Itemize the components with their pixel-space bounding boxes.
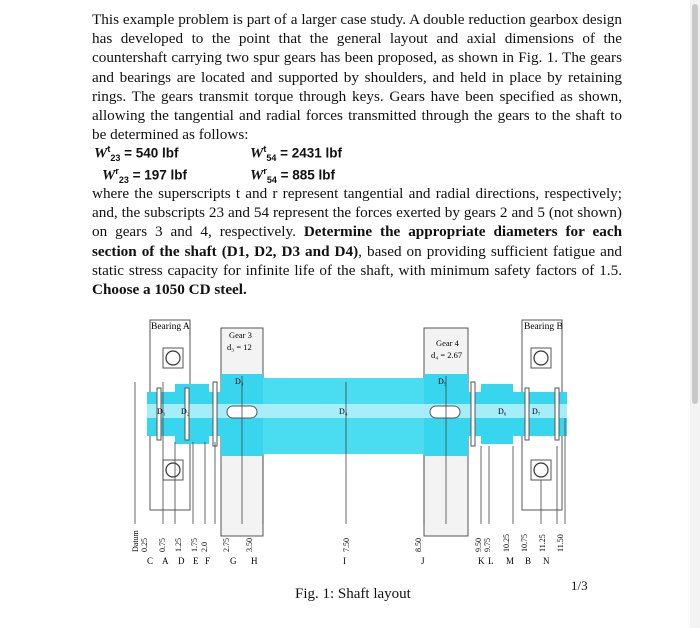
dim-12: 10.75 <box>520 534 529 552</box>
datum-label: Datum <box>131 530 140 552</box>
dim-8: 8.50 <box>414 538 423 552</box>
force-wt54: $W^t_{54} = 2431$ lbf <box>250 144 343 164</box>
figure-caption: Fig. 1: Shaft layout <box>295 586 411 602</box>
station-a: A <box>162 556 169 566</box>
d3-label: D₃ <box>235 377 244 386</box>
station-d: D <box>178 556 185 566</box>
dim-14: 11.50 <box>556 534 565 552</box>
vertical-scrollbar[interactable] <box>690 0 700 628</box>
dim-0: 0.25 <box>140 538 149 552</box>
dim-13: 11.25 <box>538 534 547 552</box>
dim-9: 9.50 <box>474 538 483 552</box>
statement-criteria: , based on providing sufficient fatigue and static stress capacity for infinite life of the shaft, with minimum safety factors of 1.5. <box>92 242 623 279</box>
station-e: E <box>193 556 199 566</box>
d6-label: D₆ <box>498 407 507 416</box>
problem-statement <box>92 184 622 299</box>
station-i: I <box>343 556 346 566</box>
bearing-a-top-ball <box>166 351 180 365</box>
dim-5: 2.75 <box>222 538 231 552</box>
dim-7: 7.50 <box>342 538 351 552</box>
dim-11: 10.25 <box>502 534 511 552</box>
retaining-ring-b2 <box>555 388 559 440</box>
station-n: N <box>543 556 550 566</box>
dimension-values <box>131 529 565 552</box>
station-b: B <box>525 556 532 566</box>
force-wr23: $W^r_{23} = 197$ lbf <box>102 166 188 186</box>
dim-1: 0.75 <box>158 538 167 552</box>
statement-material: Choose a 1050 CD steel. <box>92 281 247 299</box>
dim-6: 3.50 <box>245 538 254 552</box>
page-number: 1/3 <box>571 578 588 593</box>
station-c: C <box>147 556 154 566</box>
force-wr54: $W^r_{54} = 885$ lbf <box>250 166 336 186</box>
force-wt23: $W^t_{23} = 540$ lbf <box>94 144 179 164</box>
station-j: J <box>421 556 425 566</box>
station-k: K <box>478 556 485 566</box>
gear3-title: Gear 3 <box>229 330 252 340</box>
station-g: G <box>230 556 237 566</box>
d1-label: D₁ <box>157 407 166 416</box>
station-letters <box>147 556 550 566</box>
bearing-a-bottom-ball <box>166 463 180 477</box>
bearing-b-top-ball <box>534 351 548 365</box>
gear4-diameter: d₄ = 2.67 <box>431 350 463 360</box>
gear4-key <box>430 406 460 418</box>
d4-label: D₄ <box>339 407 348 416</box>
bearing-b-bottom-ball <box>534 463 548 477</box>
scrollbar-thumb[interactable] <box>692 4 698 404</box>
station-m: M <box>506 556 515 566</box>
dim-3: 1.75 <box>190 538 199 552</box>
gear4-title: Gear 4 <box>436 338 459 348</box>
d2-label: D₂ <box>181 407 190 416</box>
bearing-b-label: Bearing B <box>524 322 563 332</box>
retaining-ring-b1 <box>525 388 529 440</box>
station-h: H <box>251 556 258 566</box>
station-l: L <box>488 556 494 566</box>
retaining-ring-g3 <box>213 382 217 446</box>
bearing-a-label: Bearing A <box>151 322 190 332</box>
dim-10: 9.75 <box>483 538 492 552</box>
retaining-ring-g4 <box>471 382 475 446</box>
dim-4: 2.0 <box>200 542 209 552</box>
dim-2: 1.25 <box>174 538 183 552</box>
station-f: F <box>205 556 211 566</box>
d5-label: D₅ <box>438 377 447 386</box>
statement-task: Determine the appropriate diameters for each section of the shaft (D1, D2, D3 and D4) <box>92 223 623 260</box>
gear3-diameter: d₃ = 12 <box>227 342 252 352</box>
statement-text: where the superscripts t and r represent tangential and radial directions, respectively; and, the subscripts 23 and 54 represent the forces exerted by gears 2 and 5 (not shown) on gears 3 and 4, respectively. <box>92 185 622 241</box>
d7-label: D₇ <box>532 407 541 416</box>
problem-intro: This example problem is part of a larger case study. A double reduction gearbox design has developed to the point that the general layout and axial dimensions of the countershaft carrying two spur gears has been proposed, as shown in Fig. 1. The gears and bearings are located and supported by shoulders, and held in place by retaining rings. The gears transmit torque through keys. Gears have been specified as shown, allowing the tangential and radial forces transmitted through the gears to the shaft to be determined as follows: <box>92 11 622 144</box>
shaft-layout-figure <box>117 312 637 582</box>
